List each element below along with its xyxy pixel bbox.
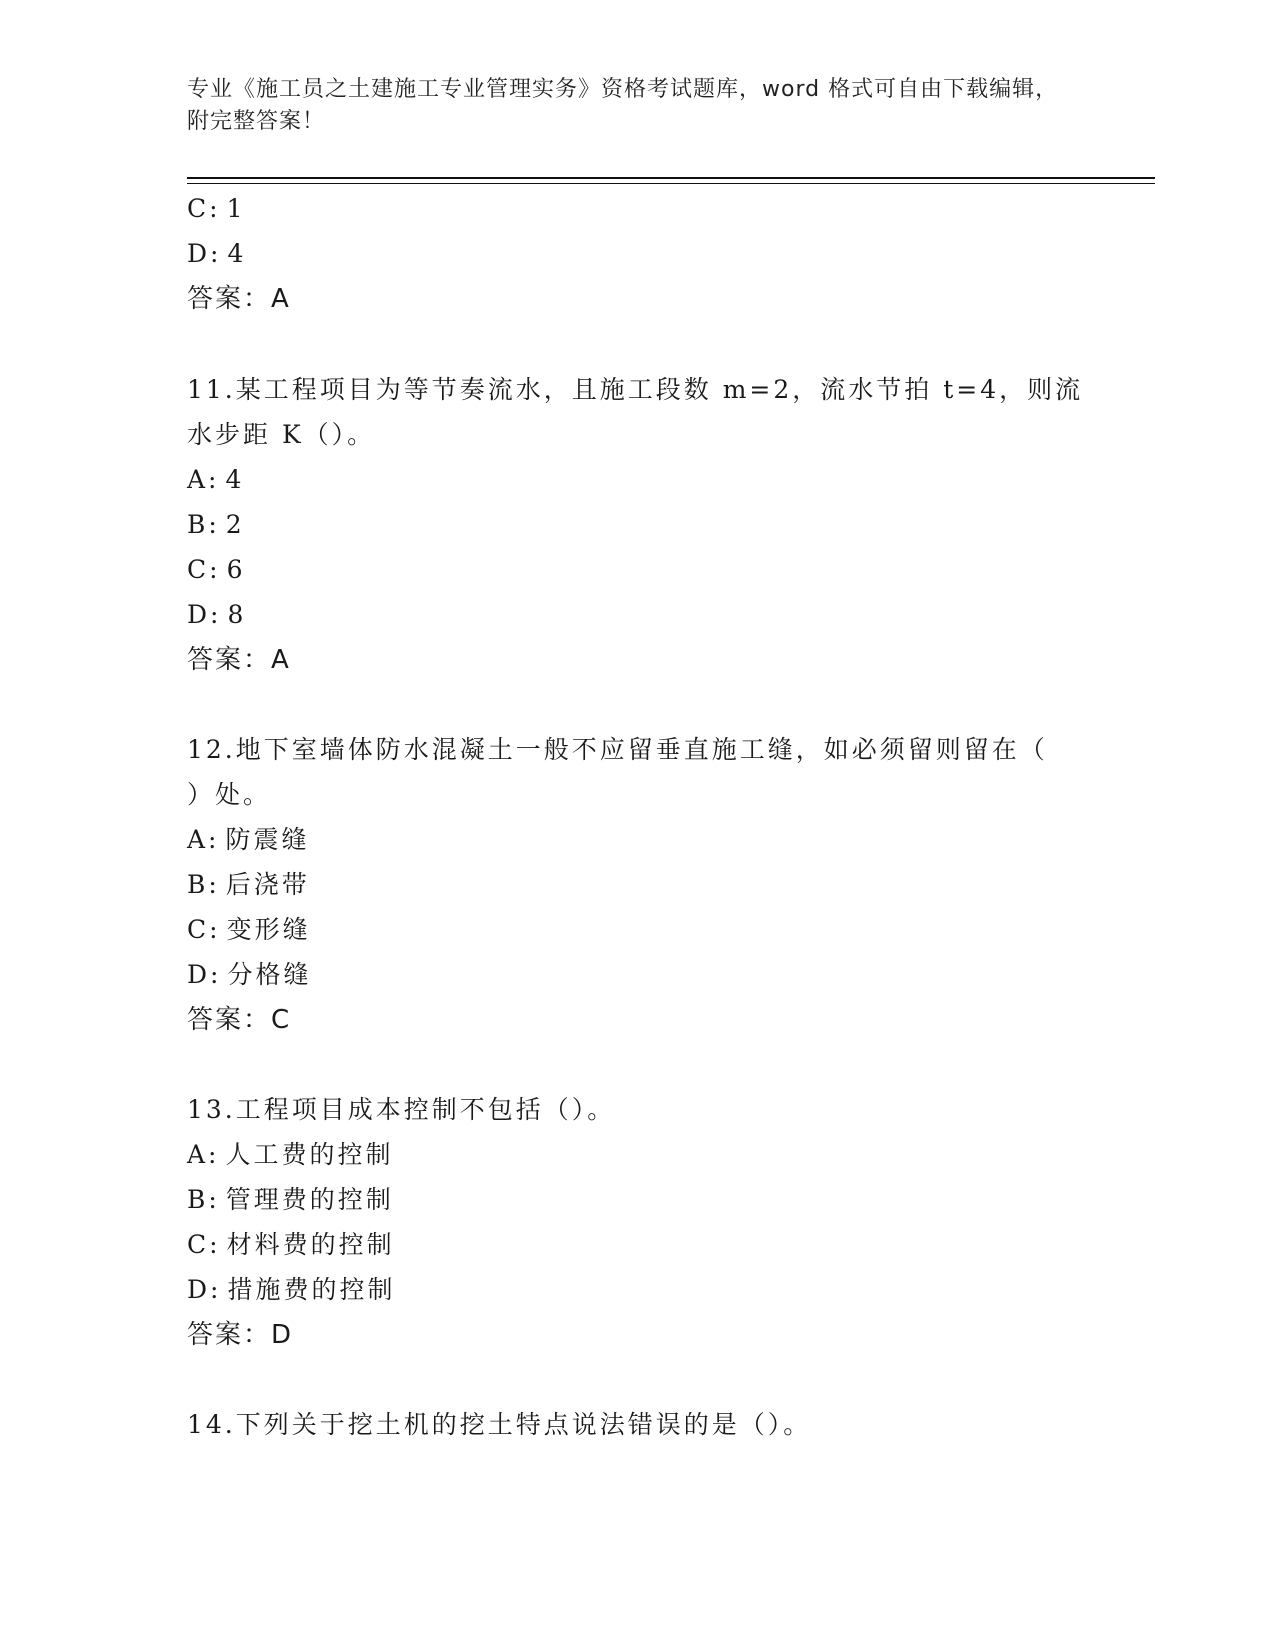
option-text: 4 xyxy=(225,465,245,494)
option-text: 4 xyxy=(227,239,247,268)
question-12-answer: 答案：C xyxy=(187,1005,292,1035)
option-label: A: xyxy=(187,825,220,854)
option-label: B: xyxy=(187,870,220,899)
document-header: 专业《施工员之土建施工专业管理实务》资格考试题库，word 格式可自由下载编辑，附完整答案！ xyxy=(187,77,1059,134)
option-label: A: xyxy=(187,465,220,494)
question-11-line-1: 11.某工程项目为等节奏流水，且施工段数 m=2，流水节拍 t=4，则流 xyxy=(187,375,1084,404)
answer-line: 答案：A xyxy=(187,284,291,314)
question-13-answer: 答案：D xyxy=(187,1320,294,1350)
option-c xyxy=(187,192,245,226)
header-divider-thin xyxy=(187,183,1155,184)
option-text: 防震缝 xyxy=(225,825,310,854)
option-text: 8 xyxy=(227,600,247,629)
question-13-line-1: 13.工程项目成本控制不包括（）。 xyxy=(187,1095,616,1124)
option-text: 2 xyxy=(225,510,245,539)
question-11-answer: 答案：A xyxy=(187,645,291,675)
question-12-option-d xyxy=(187,958,311,992)
question-11-option-c xyxy=(187,553,245,587)
option-label: C: xyxy=(187,555,221,584)
header-divider-thick xyxy=(187,177,1155,179)
option-d xyxy=(187,237,246,271)
option-text: 管理费的控制 xyxy=(225,1185,394,1214)
option-label: D: xyxy=(187,239,222,268)
question-13-option-d xyxy=(187,1273,395,1307)
question-13-option-a xyxy=(187,1138,394,1172)
option-text: 分格缝 xyxy=(227,960,312,989)
option-text: 措施费的控制 xyxy=(227,1275,396,1304)
question-14-line-1: 14.下列关于挖土机的挖土特点说法错误的是（）。 xyxy=(187,1410,812,1439)
option-text: 后浇带 xyxy=(225,870,310,899)
question-11-option-d xyxy=(187,598,246,632)
option-label: B: xyxy=(187,510,220,539)
option-text: 1 xyxy=(226,194,246,223)
question-13-option-b xyxy=(187,1183,394,1217)
option-label: C: xyxy=(187,1230,221,1259)
option-text: 变形缝 xyxy=(226,915,311,944)
question-11-option-b xyxy=(187,508,245,542)
question-12-line-2: ）处。 xyxy=(187,780,272,809)
option-text: 材料费的控制 xyxy=(226,1230,395,1259)
question-13-option-c xyxy=(187,1228,395,1262)
option-label: C: xyxy=(187,194,221,223)
question-11-option-a xyxy=(187,463,244,497)
option-text: 人工费的控制 xyxy=(225,1140,394,1169)
option-label: D: xyxy=(187,1275,222,1304)
option-label: D: xyxy=(187,960,222,989)
option-label: D: xyxy=(187,600,222,629)
option-label: C: xyxy=(187,915,221,944)
question-11-line-2: 水步距 K（）。 xyxy=(187,420,376,449)
question-12-line-1: 12.地下室墙体防水混凝土一般不应留垂直施工缝，如必须留则留在（ xyxy=(187,735,1048,764)
option-label: A: xyxy=(187,1140,220,1169)
question-12-option-c xyxy=(187,913,311,947)
question-12-option-a xyxy=(187,823,310,857)
question-12-option-b xyxy=(187,868,310,902)
option-text: 6 xyxy=(226,555,246,584)
option-label: B: xyxy=(187,1185,220,1214)
